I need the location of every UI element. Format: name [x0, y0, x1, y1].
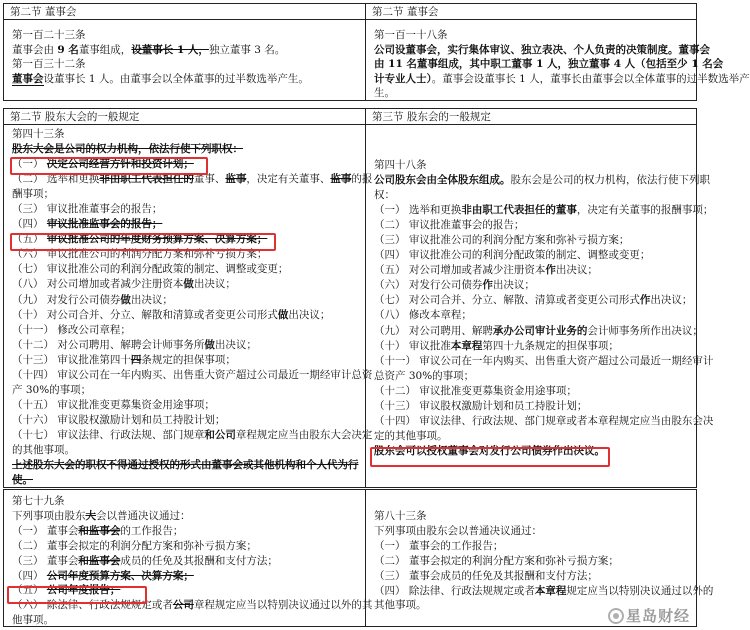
text-line: [12, 583, 359, 598]
text-line: [12, 157, 359, 172]
text-line: [12, 554, 359, 569]
text-segment: （八） 对公司增加或者减少注册资本: [12, 278, 184, 291]
text-line: [12, 473, 359, 488]
text-segment: 章程规定应当由股东大会决定: [235, 428, 373, 441]
text-line: [374, 509, 690, 524]
text-line: [12, 172, 373, 187]
text-line: [374, 173, 710, 188]
text-line: [12, 338, 359, 353]
text-segment: （十二） 审议批准变更募集资金用途事项；: [374, 384, 577, 397]
text-line: [12, 28, 359, 43]
text-line: [374, 293, 693, 308]
text-segment: 章程规定应当以特别决议通过以外的其: [193, 599, 373, 612]
text-line: [12, 509, 359, 524]
left-text-board: [4, 20, 365, 88]
text-segment: 第四十三条: [12, 128, 65, 140]
text-segment: 第八十三条: [374, 510, 427, 522]
text-line: [374, 399, 690, 414]
text-line: [374, 72, 750, 87]
text-line: [12, 524, 359, 539]
text-segment: 第四十八条: [374, 159, 427, 171]
revised-text: 作: [482, 279, 493, 292]
text-line: [374, 339, 690, 354]
text-line: [12, 539, 359, 554]
deleted-text: 决定公司经营方针和投资计划；: [46, 158, 194, 171]
deleted-text: 股东大会是公司的权力机构，依法行使下列职权：: [12, 143, 243, 156]
text-segment: ，决定有关董事、: [246, 173, 331, 186]
text-segment: （五）: [12, 584, 47, 597]
text-line: [12, 413, 359, 428]
text-line: [374, 554, 690, 569]
text-segment: （七） 对公司合并、分立、解散、清算或者变更公司形式: [374, 294, 640, 307]
right-text-general-meeting: [366, 125, 714, 461]
text-segment: 产 30%的事项；: [12, 383, 92, 396]
right-column-ordinary-resolution: [366, 490, 714, 626]
text-line: [12, 398, 359, 413]
deleted-text: 审议批准公司的年度财务预算方案、决算方案；: [46, 233, 268, 246]
text-segment: （二） 选举和更换: [12, 173, 100, 186]
text-segment: 出决议；: [555, 264, 598, 277]
left-section-header: 第二节 董事会: [4, 4, 365, 20]
deleted-text: 公司: [172, 599, 194, 612]
right-section-header: 第二节 董事会: [366, 4, 696, 20]
text-line: [374, 324, 703, 339]
left-section-header: 第二节 股东大会的一般规定: [4, 109, 365, 125]
text-segment: 第一百一十八条: [374, 29, 448, 41]
deleted-text: 设董事长 1 人，: [131, 43, 209, 56]
text-line: [374, 218, 690, 233]
revised-text: 做: [183, 278, 194, 291]
revised-text: 承办公司审计业务的: [492, 324, 588, 337]
text-segment: 他事项。: [12, 614, 54, 627]
text-segment: （十三） 审议股权激励计划和员工持股计划；: [374, 399, 588, 412]
text-segment: （三） 审议批准公司的利润分配方案和弥补亏损方案；: [374, 234, 630, 247]
text-line: [12, 262, 359, 277]
deleted-text: 监事: [330, 173, 352, 186]
text-segment: （十四） 审议公司在一年内购买、出售重大资产超过公司最近一期经审计总资: [12, 368, 373, 381]
right-text-board: [366, 20, 750, 103]
revised-text: 本章程: [450, 339, 483, 352]
text-line: [374, 524, 690, 539]
text-line: [12, 383, 359, 398]
text-line: [12, 569, 359, 584]
revised-text: 公司设董事会，实行集体审议、独立表决、个人负责的决策制度。董事会: [374, 43, 710, 56]
text-line: [12, 232, 359, 247]
watermark-logo-icon: [608, 608, 624, 624]
left-column-board: [4, 4, 366, 100]
text-segment: 董事、: [193, 173, 226, 186]
text-segment: （一）: [12, 158, 47, 171]
text-line: [12, 613, 359, 628]
text-line: [12, 598, 373, 613]
text-segment: 出决议；: [288, 308, 331, 321]
text-segment: 权：: [374, 189, 395, 202]
text-segment: （三） 审议批准董事会的报告；: [12, 203, 163, 216]
text-segment: 设董事长 1 人。由董事会以全体董事的过半数选举产生。: [43, 72, 309, 85]
text-segment: （十七） 审议法律、行政法规、部门规章: [12, 428, 205, 441]
text-line: [374, 43, 710, 58]
text-segment: 会以普通决议通过：: [96, 509, 191, 522]
text-segment: 出决议；: [492, 279, 535, 292]
revised-text: 做: [277, 308, 289, 321]
text-line: [12, 308, 359, 323]
text-segment: 生。: [374, 87, 395, 100]
deleted-text: 监事: [225, 173, 247, 186]
text-line: [374, 28, 690, 43]
text-segment: （三） 董事会: [12, 554, 79, 567]
left-text-general-meeting: [4, 125, 373, 490]
text-line: [374, 233, 690, 248]
text-segment: （五）: [12, 233, 47, 246]
text-line: [374, 584, 714, 599]
text-segment: 的工作报告；: [120, 524, 184, 537]
text-segment: 。董事会设董事长 1 人，董事长由董事会以全体董事的过半数选举产: [431, 72, 750, 85]
text-line: [374, 444, 690, 459]
text-segment: （一） 选举和更换: [374, 204, 462, 217]
deleted-text: 四: [130, 353, 142, 366]
text-segment: （十一） 修改公司章程；: [12, 323, 131, 336]
revised-text: 计专业人士）: [374, 72, 432, 85]
revised-text: 做: [120, 293, 131, 306]
deleted-text: 和监事会: [78, 524, 121, 537]
deleted-text: 使。: [12, 474, 33, 487]
text-segment: 出决议；: [130, 293, 173, 306]
text-segment: （九） 对公司聘用、解聘: [374, 324, 493, 337]
text-line: [374, 354, 714, 369]
section-ordinary-resolution: [3, 489, 714, 627]
text-segment: 出决议；: [193, 278, 236, 291]
deleted-text: 审议批准监事会的报告；: [46, 218, 163, 231]
text-segment: （四） 审议批准公司的利润分配政策的制定、调整或变更；: [374, 249, 651, 262]
revised-text: 非由职工代表担任的董事: [461, 204, 577, 217]
text-segment: （十五） 审议批准变更募集资金用途事项；: [12, 398, 215, 411]
text-segment: （十一） 审议公司在一年内购买、出售重大资产超过公司最近一期经审计: [374, 354, 714, 367]
text-line: [374, 308, 690, 323]
text-line: [374, 203, 714, 218]
text-segment: （二） 董事会拟定的利润分配方案和弥补亏损方案；: [12, 539, 257, 552]
text-segment: 的报: [351, 173, 373, 186]
revised-text: 董事会: [12, 72, 44, 85]
text-line: [12, 443, 359, 458]
text-line: [374, 158, 690, 173]
right-column-general-meeting: [366, 109, 714, 487]
text-segment: 董事组成，: [78, 43, 132, 56]
text-line: [12, 323, 359, 338]
text-segment: 第七十九条: [12, 495, 65, 507]
text-segment: 独立董事 3 名。: [208, 43, 286, 56]
deleted-text: 非由职工代表担任的: [99, 173, 194, 186]
text-line: [12, 202, 359, 217]
text-segment: （十四） 审议法律、行政法规、部门规章或者本章程规定应当由股东会决: [374, 414, 714, 427]
text-segment: （十六） 审议股权激励计划和员工持股计划；: [12, 413, 226, 426]
revised-text: 股东会可以授权董事会对发行公司债券作出决议。: [374, 444, 605, 457]
text-segment: （五） 对公司增加或者减少注册资本: [374, 264, 546, 277]
text-segment: （十） 审议批准: [374, 339, 451, 352]
text-line: [374, 263, 690, 278]
text-line: [12, 353, 359, 368]
text-line: [374, 539, 690, 554]
text-segment: 酬事项；: [12, 188, 54, 201]
text-segment: 股东会是公司的权力机构，依法行使下列职: [510, 174, 710, 187]
right-column-board: [366, 4, 750, 100]
text-segment: 其他事项。: [374, 599, 427, 612]
text-segment: 规定应当以特别决议通过以外的: [566, 584, 714, 597]
text-segment: 总资产 30%的事项；: [374, 369, 475, 382]
deleted-text: 公司年度报告；: [46, 584, 121, 597]
text-line: [12, 368, 373, 383]
text-segment: （一） 董事会的工作报告；: [374, 539, 504, 552]
text-segment: 的其他事项。: [12, 443, 75, 456]
text-line: [12, 142, 359, 157]
deleted-text: 公司年度预算方案、决算方案；: [46, 569, 194, 582]
deleted-text: 上述股东大会的职权不得通过授权的形式由董事会或其他机构和个人代为行: [12, 459, 359, 472]
text-line: [12, 293, 359, 308]
text-segment: 下列事项由股东: [12, 509, 86, 522]
watermark-text: 星岛财经: [625, 607, 690, 625]
text-segment: 成员的任免及其报酬和支付方法；: [120, 554, 278, 567]
text-segment: （六） 审议批准公司的利润分配方案和弥补亏损方案；: [12, 248, 268, 261]
section-general-meeting: [3, 108, 714, 488]
text-segment: （四）: [12, 218, 47, 231]
text-segment: 会计师事务所作出决议；: [587, 324, 703, 337]
revised-text: 本章程: [534, 584, 567, 597]
text-line: [374, 278, 690, 293]
text-line: [374, 188, 690, 203]
revised-text: 公司股东会由全体股东组成。: [374, 174, 511, 187]
text-segment: 出决议；: [650, 294, 693, 307]
text-segment: 第一百二十三条: [12, 29, 86, 41]
text-line: [12, 43, 359, 58]
text-line: [374, 369, 690, 384]
text-segment: 定的其他事项。: [374, 429, 448, 442]
text-line: [374, 248, 690, 263]
text-segment: （四）: [12, 569, 47, 582]
text-segment: （四） 除法律、行政法规规定或者: [374, 584, 535, 597]
text-line: [12, 247, 359, 262]
text-line: [12, 277, 359, 292]
watermark: [608, 608, 690, 624]
text-segment: （八） 修改本章程；: [374, 309, 472, 322]
text-segment: （六） 对发行公司债券: [374, 279, 483, 292]
revised-text: 9 名: [57, 43, 79, 56]
text-segment: 条规定的担保事项；: [141, 353, 236, 366]
left-column-general-meeting: [4, 109, 373, 487]
text-segment: 出决议；: [214, 338, 257, 351]
text-line: [12, 57, 359, 72]
text-line: [374, 569, 690, 584]
section-board: [3, 3, 750, 101]
text-line: [374, 57, 724, 72]
text-segment: 第一百三十二条: [12, 58, 86, 71]
text-segment: （一） 董事会: [12, 524, 79, 537]
text-segment: （十） 对公司合并、分立、解散和清算或者变更公司形式: [12, 308, 278, 321]
text-line: [374, 384, 690, 399]
text-line: [12, 428, 373, 443]
text-segment: 董事会由: [12, 43, 58, 56]
text-line: [12, 217, 359, 232]
left-column-ordinary-resolution: [4, 490, 373, 627]
text-segment: （三） 董事会成员的任免及其报酬和支付方法；: [374, 569, 598, 582]
right-text-ordinary-resolution: [366, 490, 714, 615]
text-line: [374, 86, 690, 101]
text-segment: （九） 对发行公司债券: [12, 293, 121, 306]
text-segment: （二） 审议批准董事会的报告；: [374, 219, 525, 232]
right-section-header: 第三节 股东会的一般规定: [366, 109, 696, 125]
text-segment: （十二） 对公司聘用、解聘会计师事务所: [12, 338, 205, 351]
text-line: [374, 414, 714, 429]
text-line: [12, 458, 359, 473]
deleted-text: 和监事会: [78, 554, 121, 567]
text-line: [374, 429, 690, 444]
text-line: [12, 187, 359, 202]
text-segment: （七） 审议批准公司的利润分配政策的制定、调整或变更；: [12, 263, 289, 276]
text-segment: （十三） 审议批准第四十: [12, 353, 131, 366]
text-segment: （二） 董事会拟定的利润分配方案和弥补亏损方案；: [374, 554, 619, 567]
text-line: [12, 72, 359, 87]
left-text-ordinary-resolution: [4, 490, 373, 630]
deleted-text: 大: [85, 509, 96, 522]
revised-text: 做: [204, 338, 215, 351]
text-segment: （六） 除法律、行政法规规定或者: [12, 599, 173, 612]
text-segment: ，决定有关董事的报酬事项；: [576, 204, 714, 217]
text-line: [12, 494, 359, 509]
text-line: [12, 127, 359, 142]
text-segment: 第四十九条规定的担保事项；: [482, 339, 619, 352]
revised-text: 和公司: [204, 428, 236, 441]
revised-text: 由 11 名董事组成，其中职工董事 1 人，独立董事 4 人（包括至少 1 名会: [374, 58, 724, 71]
revised-text: 作: [639, 294, 651, 307]
revised-text: 作: [545, 264, 556, 277]
text-segment: 下列事项由股东会以普通决议通过：: [374, 524, 542, 537]
